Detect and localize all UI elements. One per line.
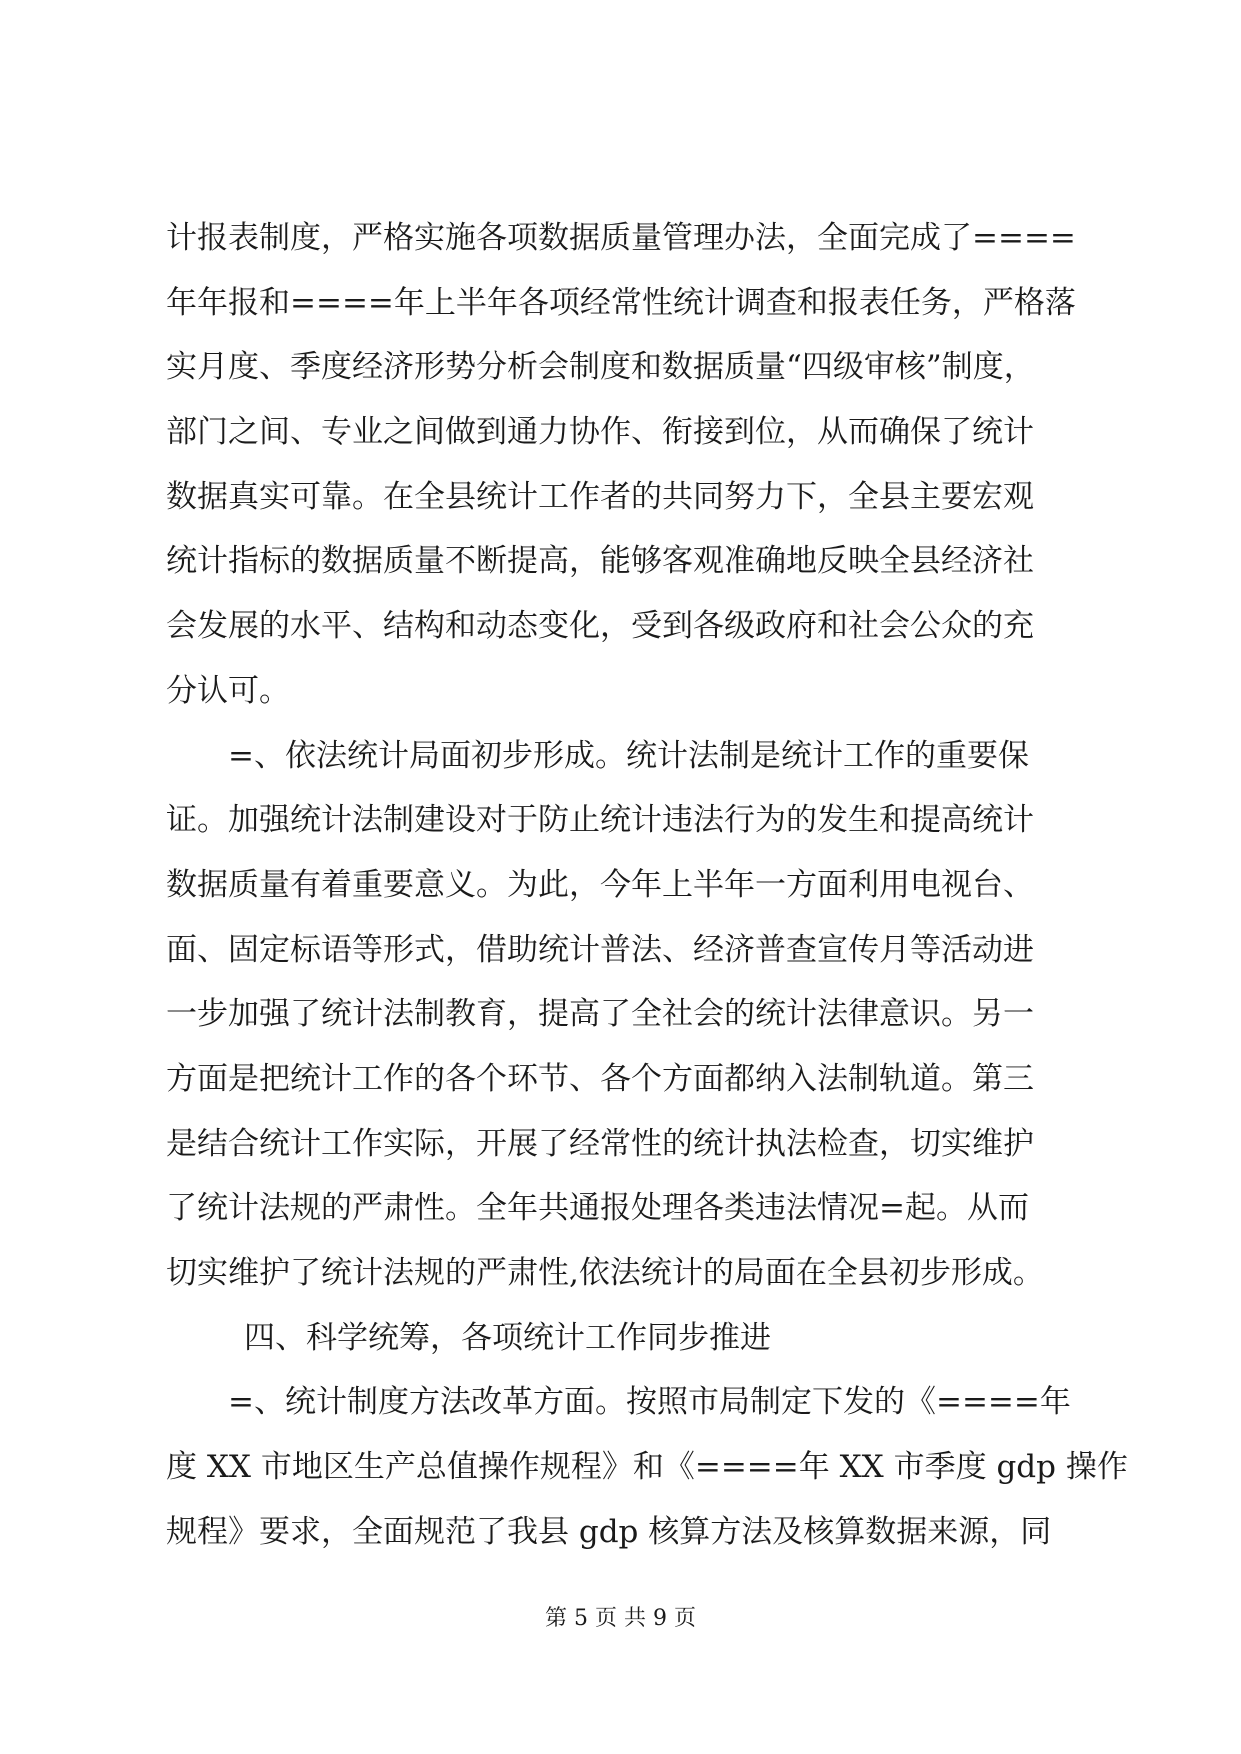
section-heading: 四、科学统筹，各项统计工作同步推进 (244, 1319, 771, 1356)
text-line-20: 度 XX 市地区生产总值操作规程》和《====年 XX 市季度 gdp 操作 (166, 1449, 1128, 1486)
text-line-19: =、统计制度方法改革方面。按照市局制定下发的《====年 (228, 1384, 1071, 1421)
text-line-7: 会发展的水平、结构和动态变化，受到各级政府和社会公众的充 (166, 608, 1034, 645)
text-line-4: 部门之间、专业之间做到通力协作、衔接到位，从而确保了统计 (166, 414, 1034, 451)
text-line-14: 方面是把统计工作的各个环节、各个方面都纳入法制轨道。第三 (166, 1060, 1034, 1097)
text-line-9: =、依法统计局面初步形成。统计法制是统计工作的重要保 (228, 737, 1029, 774)
text-line-13: 一步加强了统计法制教育，提高了全社会的统计法律意识。另一 (166, 996, 1034, 1033)
text-line-12: 面、固定标语等形式，借助统计普法、经济普查宣传月等活动进 (166, 931, 1034, 968)
page-number-footer: 第 5 页 共 9 页 (545, 1606, 696, 1631)
text-line-11: 数据质量有着重要意义。为此，今年上半年一方面利用电视台、 (166, 866, 1034, 903)
text-line-8: 分认可。 (166, 672, 290, 709)
text-line-1: 计报表制度，严格实施各项数据质量管理办法，全面完成了==== (166, 220, 1076, 256)
body-text (166, 206, 1128, 1564)
text-line-5: 数据真实可靠。在全县统计工作者的共同努力下，全县主要宏观 (166, 478, 1034, 515)
text-line-2: 年年报和====年上半年各项经常性统计调查和报表任务，严格落 (166, 284, 1076, 321)
text-line-6: 统计指标的数据质量不断提高，能够客观准确地反映全县经济社 (166, 543, 1034, 580)
text-line-21: 规程》要求，全面规范了我县 gdp 核算方法及核算数据来源，同 (166, 1513, 1052, 1550)
text-line-16: 了统计法规的严肃性。全年共通报处理各类违法情况=起。从而 (166, 1190, 1029, 1227)
text-line-17: 切实维护了统计法规的严肃性,依法统计的局面在全县初步形成。 (166, 1255, 1044, 1291)
text-line-3: 实月度、季度经济形势分析会制度和数据质量“四级审核”制度， (166, 349, 1035, 386)
text-line-10: 证。加强统计法制建设对于防止统计违法行为的发生和提高统计 (166, 802, 1034, 839)
text-line-15: 是结合统计工作实际，开展了经常性的统计执法检查，切实维护 (166, 1125, 1034, 1162)
